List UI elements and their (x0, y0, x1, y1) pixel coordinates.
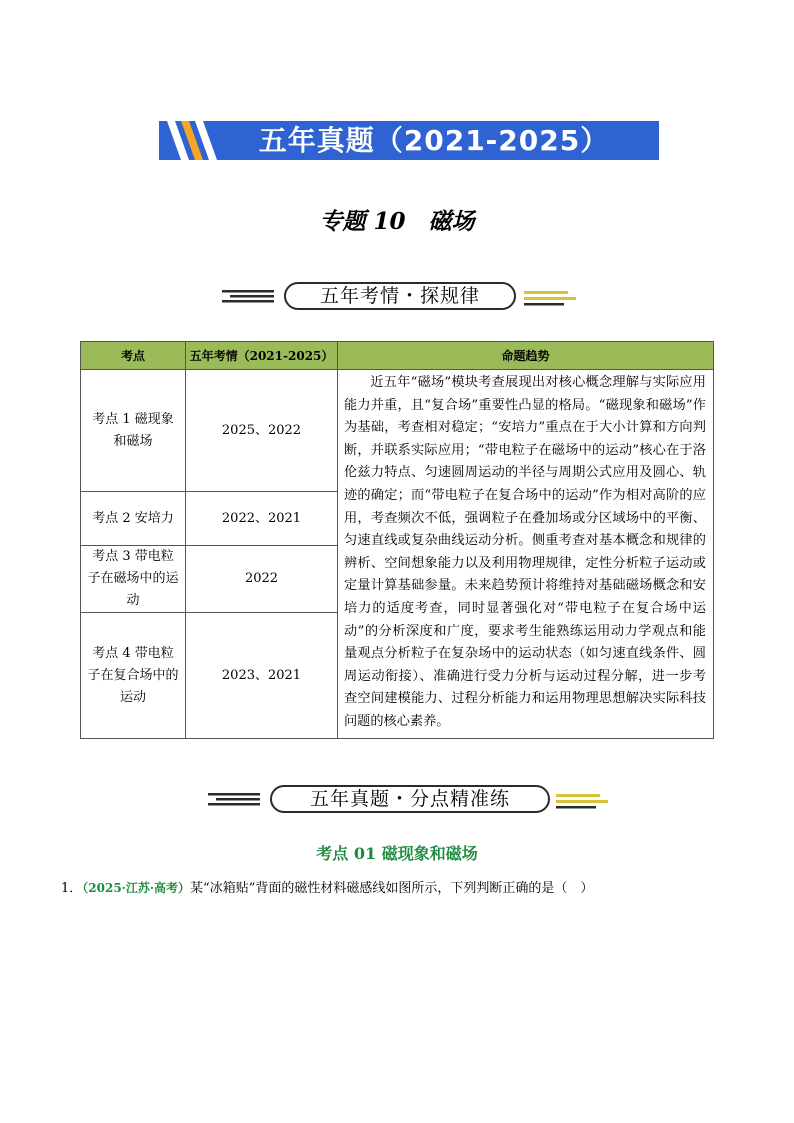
cell-point: 考点 1 磁现象和磁场 (81, 370, 186, 492)
banner-title: 五年真题（2021-2025） (258, 124, 610, 157)
cell-point: 考点 4 带电粒子在复合场中的运动 (81, 613, 186, 739)
point-heading: 考点 01 磁现象和磁场 (316, 844, 478, 863)
cell-years: 2022 (186, 546, 338, 613)
left-lines-decoration (208, 790, 260, 810)
cell-years: 2022、2021 (186, 492, 338, 546)
header-years: 五年考情（2021-2025） (186, 342, 338, 370)
table-header-row (81, 342, 714, 370)
section-header-practice (0, 785, 794, 815)
left-lines-decoration (222, 287, 274, 307)
topic-title: 专题 10 磁场 (319, 208, 475, 235)
header-trend: 命题趋势 (338, 342, 714, 370)
cell-years: 2023、2021 (186, 613, 338, 739)
header-point: 考点 (81, 342, 186, 370)
cell-trend: 近五年“磁场”模块考查展现出对核心概念理解与实际应用能力并重，且“复合场”重要性凸显的格局。“磁现象和磁场”作为基础，考查相对稳定；“安培力”重点在于大小计算和方向判断，并联系实际应用；“带电粒子在磁场中的运动”核心在于洛伦兹力特点、匀速圆周运动的半径与周期公式应用及圆心、轨迹的确定；而“带电粒子在复合场中的运动”作为相对高阶的应用，考查频次不低，强调粒子在叠加场或分区域场中的平衡、匀速直线或复杂曲线运动分析。侧重考查对基本概念和规律的辨析、空间想象能力以及利用物理规律，定性分析粒子运动或定量计算基础参量。未来趋势预计将维持对基础磁场概念和安培力的适度考查，同时显著强化对“带电粒子在复合场中运动”的分析深度和广度，要求考生能熟练运用动力学观点和能量观点分析粒子在复杂场中的运动状态（如匀速直线条件、圆周运动衔接）、准确进行受力分析与运动过程分解，进一步考查空间建模能力、过程分析能力和运用物理思想解决实际科技问题的核心素养。 (338, 370, 714, 739)
question-number: 1． (61, 881, 83, 896)
right-lines-decoration (556, 790, 608, 810)
exam-analysis-table (80, 341, 714, 739)
section-pill-practice: 五年真题・分点精准练 (270, 785, 550, 813)
section-pill-trends: 五年考情・探规律 (284, 282, 516, 310)
question-text: 某“冰箱贴”背面的磁性材料磁感线如图所示，下列判断正确的是（ ） (190, 881, 594, 896)
cell-point: 考点 3 带电粒子在磁场中的运动 (81, 546, 186, 613)
cell-years: 2025、2022 (186, 370, 338, 492)
question-1 (61, 877, 593, 896)
table-row (81, 370, 714, 492)
right-lines-decoration (524, 287, 576, 307)
question-source: （2025·江苏·高考） (82, 881, 191, 895)
cell-point: 考点 2 安培力 (81, 492, 186, 546)
section-header-trends (0, 282, 794, 312)
title-banner (159, 121, 659, 160)
